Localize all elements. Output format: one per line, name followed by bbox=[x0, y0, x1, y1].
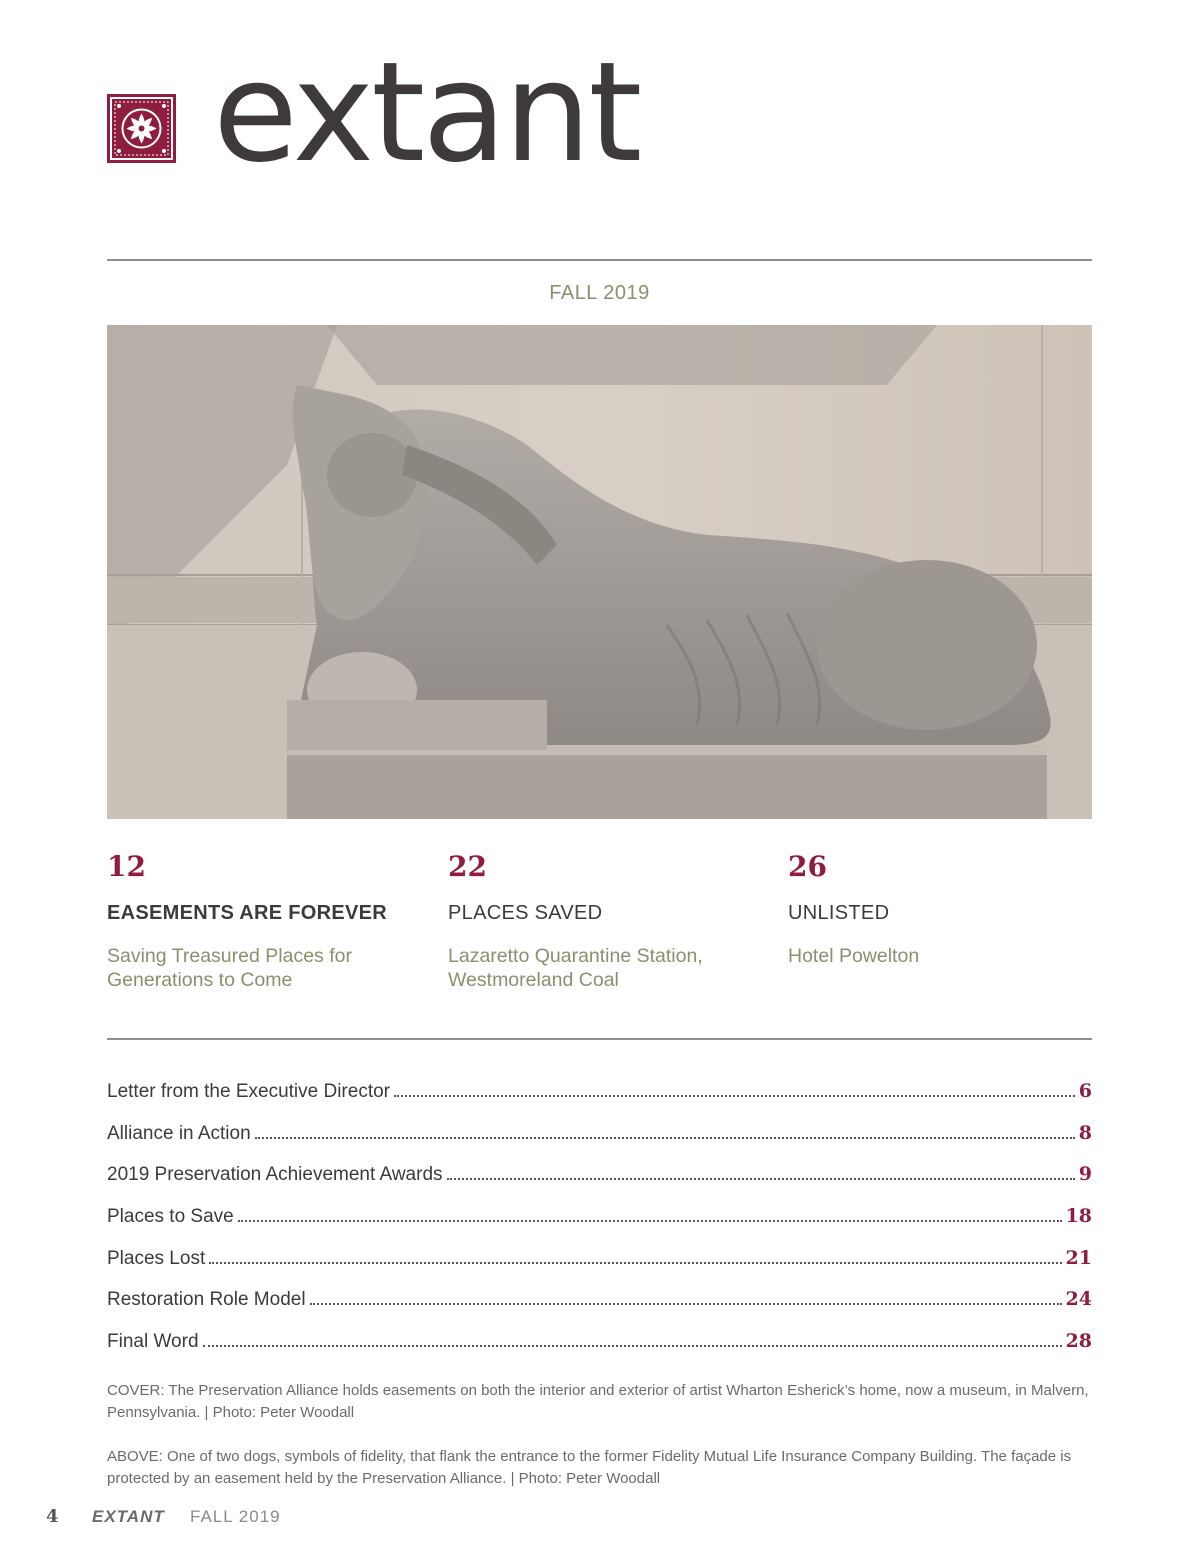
toc-item-label: Restoration Role Model bbox=[107, 1289, 306, 1311]
feature-subtitle-line: Saving Treasured Places for bbox=[107, 945, 352, 967]
feature-easements[interactable] bbox=[107, 850, 427, 992]
feature-subtitle bbox=[448, 944, 768, 992]
issue-date: FALL 2019 bbox=[549, 282, 650, 304]
feature-subtitle bbox=[788, 944, 1108, 968]
toc-leader-dots bbox=[255, 1137, 1075, 1139]
footer-issue-season: FALL 2019 bbox=[190, 1507, 281, 1526]
toc-item[interactable] bbox=[107, 1080, 1092, 1122]
stone-dog-relief-image bbox=[107, 325, 1092, 819]
toc-item[interactable] bbox=[107, 1247, 1092, 1289]
toc-leader-dots bbox=[238, 1220, 1062, 1222]
toc-leader-dots bbox=[394, 1095, 1075, 1097]
toc-leader-dots bbox=[209, 1262, 1061, 1264]
footer-publication-name: EXTANT bbox=[92, 1507, 165, 1526]
feature-subtitle-line: Hotel Powelton bbox=[788, 945, 920, 967]
toc-item[interactable] bbox=[107, 1122, 1092, 1164]
toc-leader-dots bbox=[203, 1345, 1062, 1347]
feature-page-number: 22 bbox=[448, 850, 487, 883]
toc-item-label: Letter from the Executive Director bbox=[107, 1081, 390, 1102]
toc-item-label: Places Lost bbox=[107, 1247, 206, 1269]
middle-divider bbox=[107, 1038, 1092, 1040]
feature-subtitle-line: Generations to Come bbox=[107, 969, 293, 991]
toc-item-page: 8 bbox=[1078, 1121, 1092, 1144]
feature-title: UNLISTED bbox=[788, 902, 890, 924]
toc-item[interactable] bbox=[107, 1205, 1092, 1247]
toc-item[interactable] bbox=[107, 1288, 1092, 1330]
top-divider bbox=[107, 259, 1092, 261]
toc-item-page: 28 bbox=[1065, 1330, 1092, 1353]
magazine-title: extant bbox=[213, 32, 640, 193]
toc-item-label: 2019 Preservation Achievement Awards bbox=[107, 1164, 443, 1186]
feature-places-saved[interactable] bbox=[448, 850, 768, 992]
toc-item[interactable] bbox=[107, 1330, 1092, 1372]
toc-leader-dots bbox=[310, 1303, 1062, 1305]
cover-caption: COVER: The Preservation Alliance holds easements on both the interior and exterior of artist Wharton Esherick’s home, now a museum, in Malvern, Pennsylvania. | Photo: Peter Woodall bbox=[107, 1382, 1089, 1421]
table-of-contents bbox=[107, 1080, 1092, 1372]
feature-subtitle bbox=[107, 944, 427, 992]
toc-item-label: Final Word bbox=[107, 1331, 199, 1353]
toc-leader-dots bbox=[447, 1178, 1075, 1180]
feature-subtitle-line: Lazaretto Quarantine Station, bbox=[448, 945, 703, 967]
feature-subtitle-line: Westmoreland Coal bbox=[448, 969, 619, 991]
feature-page-number: 12 bbox=[107, 850, 146, 883]
photo-caption: ABOVE: One of two dogs, symbols of fidelity, that flank the entrance to the former Fidelity Mutual Life Insurance Company Building. The façade is protected by an easement held by the Preservation Alliance. | Photo: Peter Woodall bbox=[107, 1448, 1072, 1487]
ornamental-tile-logo-icon bbox=[107, 94, 176, 163]
page-number: 4 bbox=[46, 1506, 59, 1527]
toc-item-page: 21 bbox=[1065, 1246, 1092, 1269]
feature-unlisted[interactable] bbox=[788, 850, 1108, 968]
toc-item-label: Alliance in Action bbox=[107, 1122, 251, 1144]
feature-title: PLACES SAVED bbox=[448, 902, 603, 924]
toc-item-page: 9 bbox=[1078, 1163, 1092, 1186]
toc-item-label: Places to Save bbox=[107, 1206, 234, 1228]
toc-item-page: 6 bbox=[1078, 1080, 1092, 1102]
page-footer bbox=[46, 1506, 281, 1530]
feature-title: EASEMENTS ARE FOREVER bbox=[107, 902, 388, 924]
feature-page-number: 26 bbox=[788, 850, 827, 883]
masthead bbox=[107, 32, 807, 193]
toc-item-page: 18 bbox=[1065, 1205, 1092, 1228]
toc-item-page: 24 bbox=[1065, 1288, 1092, 1311]
toc-item[interactable] bbox=[107, 1163, 1092, 1205]
